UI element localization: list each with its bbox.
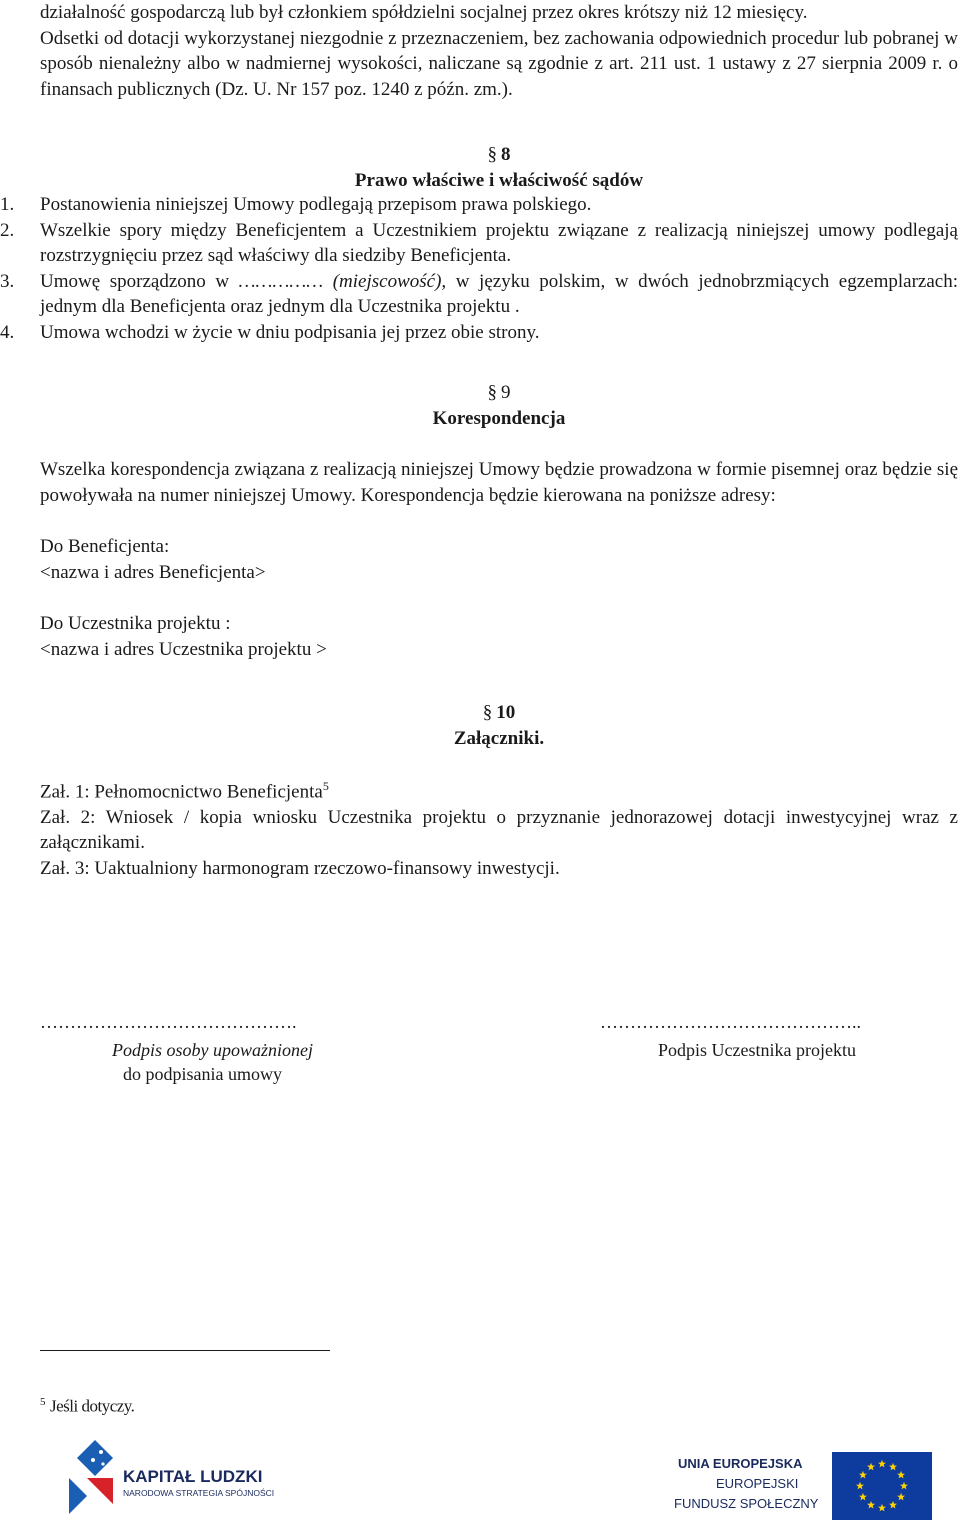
section-9-body	[40, 457, 958, 662]
eu-line-2: EUROPEJSKI	[716, 1476, 799, 1491]
section-9-header	[40, 380, 958, 431]
section-10-header	[40, 700, 958, 751]
section-10-title: Załączniki.	[453, 727, 545, 749]
section-9-title: Korespondencja	[432, 407, 566, 429]
logo-shape-blue	[77, 1440, 113, 1476]
logo-subtitle: NARODOWA STRATEGIA SPÓJNOŚCI	[123, 1488, 275, 1498]
attachment-3: Zał. 3: Uaktualniony harmonogram rzeczowo-finansowy inwestycji.	[40, 857, 560, 879]
section-8-header	[40, 142, 958, 193]
signature-area	[40, 1010, 958, 1090]
attachment-2: Zał. 2: Wniosek / kopia wniosku Uczestnika projektu o przyznanie jednorazowej dotacji inwestycyjnej wraz z załącznikami.	[40, 806, 958, 854]
intro-line: działalność gospodarczą lub był członkiem spółdzielni socjalnej przez okres krótszy niż 12 miesięcy.	[40, 2, 808, 23]
eu-line-1: UNIA EUROPEJSKA	[678, 1456, 803, 1471]
section-9-number: § 9	[487, 382, 511, 403]
participant-label: Do Uczestnika projektu :	[40, 613, 231, 634]
logo-shape-blue-2	[69, 1478, 87, 1514]
list-item: 4. Umowa wchodzi w życie w dniu podpisania jej przez obie strony.	[0, 321, 540, 343]
correspondence-paragraph: Wszelka korespondencja związana z realizacją niniejszej Umowy będzie prowadzona w formie pisemnej oraz będzie się powoływała na numer niniejszej Umowy. Korespondencja będzie kierowana na poniższe adresy:	[40, 459, 958, 506]
footnote-separator	[40, 1350, 330, 1351]
kapital-ludzki-logo	[65, 1438, 305, 1518]
beneficiary-address: <nazwa i adres Beneficjenta>	[40, 561, 266, 583]
eu-logo	[672, 1450, 934, 1522]
list-item: 2. Wszelkie spory między Beneficjentem a Uczestnikiem projektu związane z realizacją niniejszej umowy podlegają rozstrzygnięciu przez sąd właściwy dla siedziby Beneficjenta.	[0, 219, 958, 266]
signature-label-right: Podpis Uczestnika projektu	[658, 1040, 856, 1060]
list-item: 1. Postanowienia niniejszej Umowy podlegają przepisom prawa polskiego.	[0, 194, 592, 215]
signature-right	[600, 1010, 958, 1062]
participant-address: <nazwa i adres Uczestnika projektu >	[40, 638, 327, 660]
intro-block	[40, 0, 958, 102]
section-10-number: § 10	[482, 702, 516, 723]
interest-paragraph: Odsetki od dotacji wykorzystanej niezgodnie z przeznaczeniem, bez zachowania odpowiednich procedur lub pobranej w sposób nienależny albo w nadmiernej wysokości, naliczane są zgodnie z art. 211 ust. 1 ustawy z 27 sierpnia 2009 r. o finansach publicznych (Dz. U. Nr 157 poz. 1240 z późn. zm.).	[40, 27, 958, 100]
logo-shape-red	[87, 1478, 113, 1504]
signature-line-left: …………………………………….	[40, 1012, 297, 1032]
section-8-title: Prawo właściwe i właściwość sądów	[354, 169, 644, 191]
signature-label-left: Podpis osoby upoważnionej	[112, 1040, 313, 1060]
signature-label-left-2: do podpisania umowy	[123, 1064, 282, 1084]
footnote: $^5$ Jeśli dotyczy.	[40, 1396, 135, 1416]
attachments-list	[40, 774, 958, 881]
place-placeholder: …………… (miejscowość),	[238, 270, 447, 292]
eu-line-3: FUNDUSZ SPOŁECZNY	[674, 1496, 819, 1511]
logo-title: KAPITAŁ LUDZKI	[123, 1467, 263, 1486]
signature-line-right: ……………………………………..	[600, 1012, 861, 1032]
section-8-list	[0, 192, 958, 345]
attachment-1: Zał. 1: Pełnomocnictwo Beneficjenta$^5$	[40, 779, 329, 803]
section-8-number: § 8	[487, 144, 511, 165]
signature-left	[40, 1010, 420, 1086]
beneficiary-label: Do Beneficjenta:	[40, 536, 170, 557]
list-item: 3. Umowę sporządzono w …………… (miejscowość), w języku polskim, w dwóch jednobrzmiących egzemplarzach: jednym dla Beneficjenta oraz jednym dla Uczestnika projektu .	[0, 270, 958, 317]
footnote-ref: 5	[322, 779, 329, 793]
